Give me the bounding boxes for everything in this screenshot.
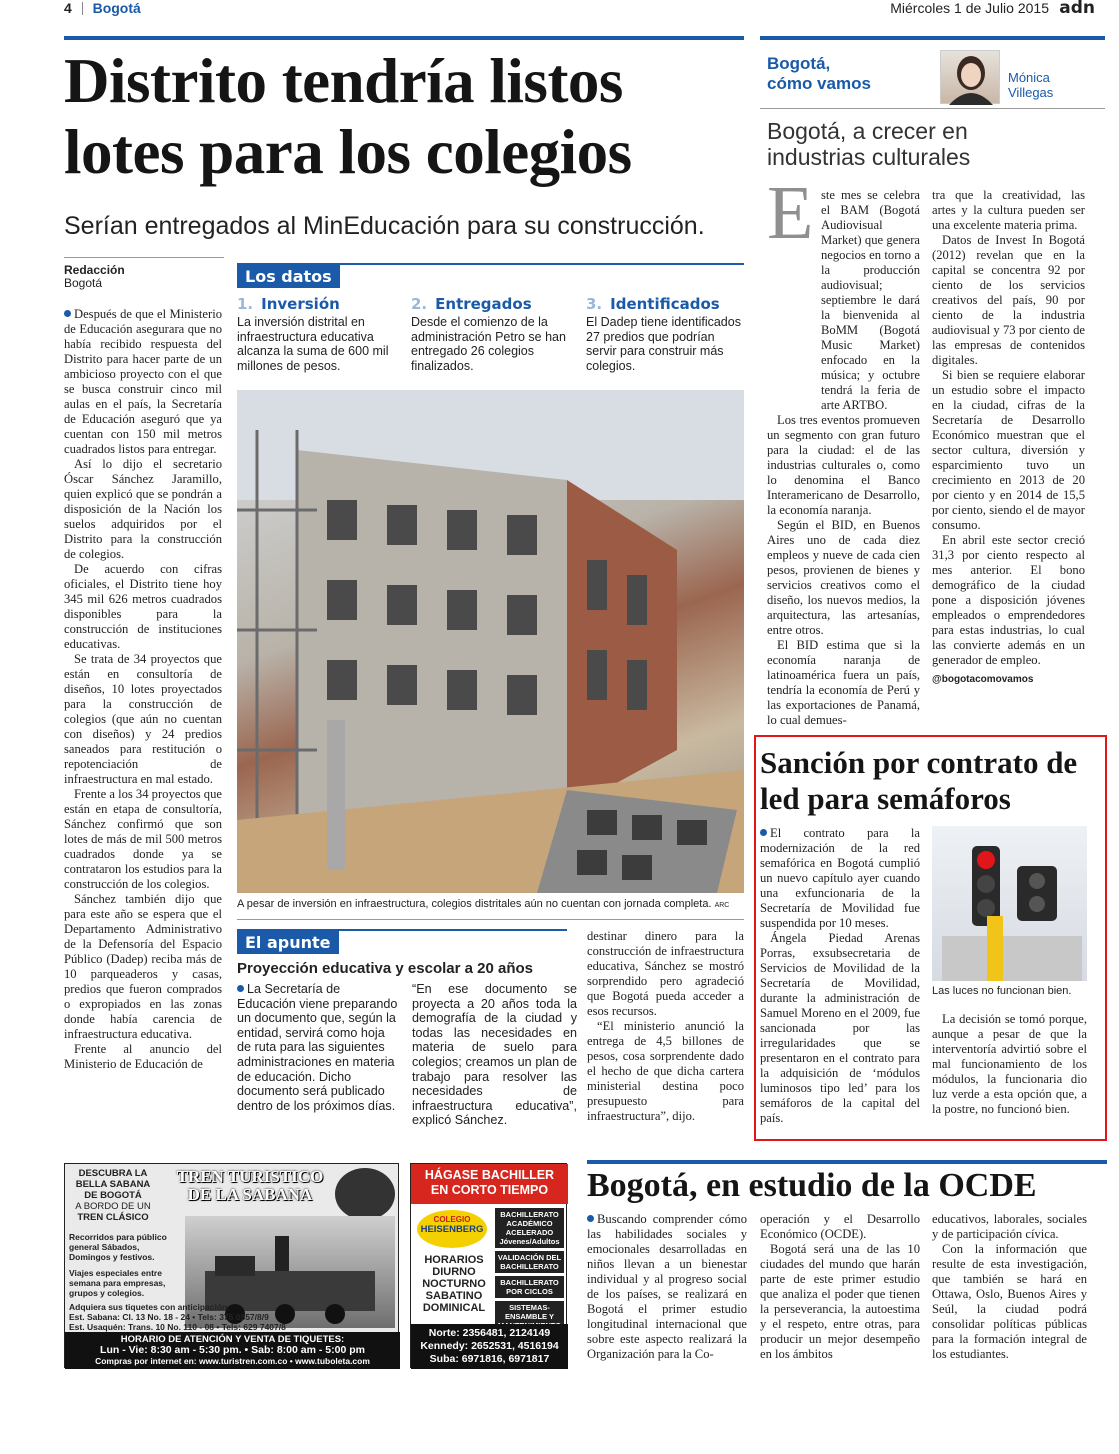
sancion-paragraph: Ángela Piedad Arenas Porras, exsubsecretaria de Servicios de Movilidad de la Secretaría de Movilidad, durante la administración de Samuel Moreno en el 2009, fue sancionada por las irregularidades que se presentaron en el contrato para la adquisición de ‘módulos luminosos tipo led’ para los semáforos de la capital del país. (760, 931, 920, 1125)
ocde-headline: Bogotá, en estudio de la OCDE (587, 1167, 1037, 1204)
main-paragraph: Se trata de 34 proyectos que están en consultoría de diseños, 10 lotes proyectados para la construcción de colegios (que aún no cuentan con diseños) y 24 predios saneados para restitución o repotenciación de infraestructura en mal estado. (64, 652, 222, 786)
column-paragraph: El BID estima que si la economía naranja de latinoamérica fuera un país, tendría la economía de Perú y las exportaciones de Panamá, lo cual demues- (767, 638, 920, 727)
main-paragraph: Sánchez también dijo que para este año se espera que el Departamento Administrativo de la Defensoría del Espacio Público (Dadep) reciba más de 10 parqueaderos y casas, predios que fueron comprados o expropiados en las zonas donde había carencia de infraestructura educativa. (64, 892, 222, 1041)
datos-label: Los datos (237, 265, 340, 288)
traffic-light-photo (932, 826, 1087, 981)
byline: Redacción (64, 263, 125, 277)
school-logo: COLEGIO HEISENBERG (417, 1210, 487, 1248)
apunte-text: “En ese documento se proyecta a 20 años toda la demografía de la ciudad y todas las necesidades en materia de suelo para colegios; creamos un plan de trabajo para resolver las necesidades de infraestructura educativa”, explicó Sánchez. (412, 982, 577, 1128)
ocde-body (760, 1212, 920, 1362)
dropcap: E (767, 171, 814, 255)
dato-item (411, 295, 571, 373)
dato-number: 2. (411, 295, 428, 313)
column-body (767, 188, 920, 727)
dato-item (586, 295, 746, 373)
byline-location: Bogotá (64, 276, 103, 290)
dato-title: Identificados (610, 295, 720, 313)
sancion-paragraph: La decisión se tomó porque, aunque a pesar de que la interventoría advirtió sobre el mal funcionamiento de los módulos, la funcionaria dio luz verde a esta opción que, a la postre, no funcionó bien. (932, 1012, 1087, 1116)
dato-number: 1. (237, 295, 254, 313)
main-paragraph: “El ministerio anunció la entrega de 4,5 billones de pesos, cosa sorprendente dado el hecho de que dicha cartera ministerial destina poco presupuesto para infraestructura”, dijo. (587, 1019, 744, 1123)
author-photo (940, 50, 1000, 104)
sancion-headline: Sanción por contrato de led para semáforos (760, 745, 1078, 816)
main-headline: Distrito tendría listos lotes para los colegios (64, 46, 632, 187)
ad-station: Est. Sabana: Cl. 13 No. 18 - 24 • Tels: 375 0557/8/9 (69, 1312, 269, 1322)
ocde-paragraph: educativos, laborales, sociales y de participación cívica. (932, 1212, 1087, 1241)
ad-tren-turistico (64, 1163, 399, 1368)
dato-text: La inversión distrital en infraestructura educativa alcanza la suma de 600 mil millones de pesos. (237, 315, 389, 373)
author-name: Mónica Villegas (1008, 70, 1054, 100)
dato-title: Entregados (435, 295, 532, 313)
ad-option: BACHILLERATO ACADÉMICO ACELERADO Jóvenes/Adultos (495, 1208, 564, 1248)
column-paragraph: Según el BID, en Buenos Aires uno de cada diez empleos y nueve de cada cien pesos, provienen de bienes y servicios creativos como el diseño, los nuevos medios, la arquitectura, las artesanías, entre otros. (767, 518, 920, 637)
main-paragraph: Frente al anuncio del Ministerio de Educación de (64, 1042, 222, 1071)
issue-date: Miércoles 1 de Julio 2015 (890, 0, 1049, 16)
ocde-paragraph: Buscando comprender cómo las habilidades sociales y emocionales desarrolladas en niños llevan a un bienestar individual y al progreso social de los países, se realizará en Bogotá el primer estudio longitudinal internacional que sobre este aspecto realizará la Organización para la Co- (587, 1212, 747, 1361)
ad-option: BACHILLERATO POR CICLOS (495, 1276, 564, 1298)
column-paragraph: En abril este sector creció 31,3 por ciento respecto al mes anterior. El bono demográfico de la ciudad pone a disposición jóvenes empleados o emprendedores para estas industrias, lo cual las convierte además en un generador de empleo. (932, 533, 1085, 667)
apunte-title: Proyección educativa y escolar a 20 años (237, 960, 533, 977)
page-header (64, 0, 1109, 18)
apunte-text: La Secretaría de Educación viene preparando un documento que, según la entidad, servirá como hoja de ruta para las siguientes administraciones en materia de educación. Dicho documento será publicado dentro de los próximos días. (237, 982, 398, 1113)
ad-tren-footer: HORARIO DE ATENCIÓN Y VENTA DE TIQUETES: Lun - Vie: 8:30 am - 5:30 pm. • Sab: 8:00 am - 5:00 pm Compras por internet en: www.turistren.com.co • www.tuboleta.com (65, 1332, 400, 1369)
dato-title: Inversión (261, 295, 340, 313)
main-paragraph: De acuerdo con cifras oficiales, el Distrito tiene hoy 345 mil 626 metros cuadrados disponibles para la construcción de instituciones educativas. (64, 562, 222, 651)
construction-photo (237, 390, 744, 893)
brand-logo: adn (1059, 0, 1095, 18)
main-paragraph: Después de que el Ministerio de Educación asegurara que no había recibido respuesta del Distrito para hacer parte de un ambicioso proyecto con el que se busca construir cinco mil aulas en el país, la Secretaría de Educación aseguró que ya cuentan con 150 mil metros cuadrados listos para entregar. (64, 307, 222, 456)
sancion-body (932, 1012, 1087, 1117)
photo-caption (237, 898, 744, 910)
main-paragraph: destinar dinero para la construcción de infraestructura educativa, Sánchez se mostró sorprendido pero agradeció que Bogotá pueda acceder a esos recursos. (587, 929, 744, 1018)
dato-text: Desde el comienzo de la administración Petro se han entregado 26 colegios finalizados. (411, 315, 566, 373)
dato-text: El Dadep tiene identificados 27 predios que podrían servir para construir más colegios. (586, 315, 741, 373)
ocde-body (932, 1212, 1087, 1362)
column-paragraph: Los tres eventos promueven un segmento con gran futuro para la ciudad: el de las industrias culturales o, como lo denomina el Banco Interamericano de Desarrollo, la economía naranja. (767, 413, 920, 517)
ad-option: VALIDACIÓN DEL BACHILLERATO (495, 1251, 564, 1273)
caption-text: A pesar de inversión en infraestructura, colegios distritales aún no cuentan con jornada completa. (237, 898, 712, 910)
apunte-column (237, 982, 402, 1113)
ad-colegio (410, 1163, 567, 1368)
page-number: 4 (64, 0, 72, 16)
ad-option: SISTEMAS-ENSAMBLE Y (495, 1301, 564, 1332)
ad-promo: DESCUBRA LA BELLA SABANA DE BOGOTÁ A BORDO DE UN TREN CLÁSICO (75, 1168, 151, 1223)
main-paragraph: Frente a los 34 proyectos que están en etapa de consultoría, Sánchez confirmó que son lotes de más de mil 500 metros cuadrados donde ya se contrataron los estudios para la construcción de los colegios. (64, 787, 222, 891)
photo-credit: ARC (714, 902, 730, 909)
main-article-body (64, 307, 222, 1137)
sancion-photo-caption: Las luces no funcionan bien. (932, 985, 1072, 997)
main-subheadline: Serían entregados al MinEducación para su construcción. (64, 212, 705, 240)
column-kicker: Bogotá, cómo vamos (767, 54, 871, 93)
ad-station: Est. Usaquén: Trans. 10 No. 110 - 08 • Tels: 629 7407/8 (69, 1322, 286, 1332)
column-paragraph: tra que la creatividad, las artes y la cultura pueden ser una excelente materia prima. (932, 188, 1085, 232)
column-handle: @bogotacomovamos (932, 674, 1034, 685)
main-article-continuation (587, 929, 744, 1124)
ad-tren-logo: TREN TURISTICO DE LA SABANA (176, 1167, 324, 1204)
dato-item (237, 295, 397, 373)
column-body (932, 188, 1085, 668)
ad-note: Viajes especiales entre semana para empresas, grupos y colegios. (69, 1268, 166, 1298)
ocde-body (587, 1212, 747, 1362)
train-icon (335, 1168, 395, 1220)
sancion-body (760, 826, 920, 1126)
apunte-label: El apunte (237, 931, 339, 954)
main-paragraph: Así lo dijo el secretario Óscar Sánchez Jaramillo, quien explicó que se pondrán a disposición de la Nación los suelos adquiridos por el Distrito para la construcción de colegios. (64, 457, 222, 561)
ad-schedule: HORARIOS DIURNO NOCTURNO SABATINO DOMINICAL (422, 1254, 486, 1314)
ad-phones: Norte: 2356481, 2124149 Kennedy: 2652531, 4516194 Suba: 6971816, 6971817 (411, 1324, 568, 1369)
column-title: Bogotá, a crecer en industrias culturales (767, 118, 971, 170)
ad-note: Recorridos para público general Sábados, Domingos y festivos. (69, 1232, 167, 1262)
ad-colegio-title: HÁGASE BACHILLER EN CORTO TIEMPO (411, 1164, 568, 1204)
column-paragraph: Si bien se requiere elaborar un estudio sobre el impacto en la ciudad, cifras de la Secretaría de Desarrollo Económico muestran que el sector cultura, diversión y esparcimiento tuvo un crecimiento en 2013 de 20 por ciento y en 2014 de 15,5 por ciento, siendo el de mayor consumo. (932, 368, 1085, 532)
ocde-paragraph: Con la información que resulte de esta investigación, que también se hará en Ottawa, Oslo, Buenos Aires y Seúl, la ciudad podrá consolidar políticas públicas para la formación integral de los estudiantes. (932, 1242, 1087, 1361)
ocde-paragraph: operación y el Desarrollo Económico (OCDE). (760, 1212, 920, 1241)
dato-number: 3. (586, 295, 603, 313)
ocde-paragraph: Bogotá será una de las 10 ciudades del mundo que harán parte de este primer estudio que analiza el poder que tienen la perseverancia, la autoestima y el respeto, entre otras, para producir un mejor desempeño en los ámbitos (760, 1242, 920, 1361)
section-name: Bogotá (92, 0, 141, 16)
ad-note: Adquiera sus tiquetes con anticipación. (69, 1302, 230, 1312)
column-paragraph: ste mes se celebra el BAM (Bogotá Audiovisual Market) que genera negocios en torno a la producción audiovisual; septiembre le dará la bienvenida al BoMM (Bogotá Music Market) enfocado en la música; y octubre tendrá la feria de arte ARTBO. (821, 188, 920, 412)
apunte-column (412, 982, 577, 1128)
sancion-paragraph: El contrato para la modernización de la red semafórica en Bogotá cumplió un nuevo capítulo ayer cuando una exfuncionaria de la Secretaría de Movilidad fue suspendida por 10 meses. (760, 826, 920, 930)
column-paragraph: Datos de Invest In Bogotá (2012) revelan que en la capital se concentra 92 por ciento de los servicios creativos del país, 90 por ciento de la industria audiovisual y 73 por ciento de las empresas de contenidos digitales. (932, 233, 1085, 367)
